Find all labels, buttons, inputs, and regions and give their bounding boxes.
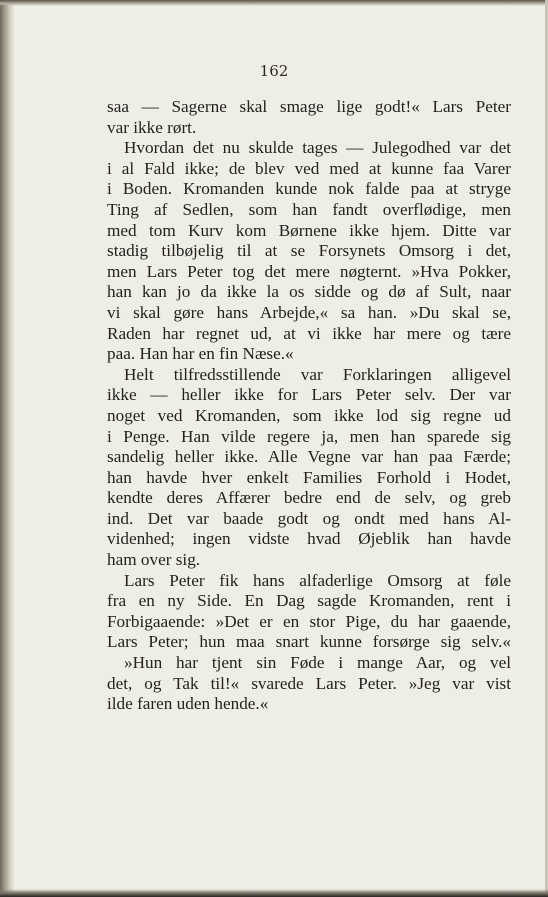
text-line: fra en ny Side. En Dag sagde Kromanden, rent i bbox=[107, 591, 511, 611]
text-line: det, og Tak til!« svarede Lars Peter. »Jeg var vist bbox=[107, 673, 511, 693]
text-line: var ikke rørt. bbox=[107, 117, 197, 137]
text-line: ilde faren uden hende.« bbox=[107, 694, 269, 714]
text-line: ikke — heller ikke for Lars Peter selv. Der var bbox=[107, 385, 511, 405]
book-spine-shadow bbox=[0, 0, 14, 897]
text-line: Raden har regnet ud, at vi ikke har mere og tære bbox=[107, 323, 511, 343]
text-line: stadig tilbøjelig til at se Forsynets Omsorg i det, bbox=[107, 241, 511, 261]
text-line: Ting af Sedlen, som han fandt overflødige, men bbox=[107, 199, 511, 219]
text-line: han havde hver enkelt Families Forhold i Hodet, bbox=[107, 467, 511, 487]
page-number: 162 bbox=[259, 62, 289, 80]
text-line: videnhed; ingen vidste hvad Øjeblik han havde bbox=[107, 529, 511, 549]
text-line: saa — Sagerne skal smage lige godt!« Lars Peter bbox=[107, 97, 511, 116]
text-line: Lars Peter; hun maa snart kunne forsørge sig selv.« bbox=[107, 632, 511, 652]
text-line: kendte deres Affærer bedre end de selv, og greb bbox=[107, 488, 511, 508]
text-line: i Penge. Han vilde regere ja, men han sparede sig bbox=[107, 426, 511, 446]
text-line: paa. Han har en fin Næse.« bbox=[107, 344, 294, 364]
text-line: vi skal gøre hans Arbejde,« sa han. »Du skal se, bbox=[107, 302, 511, 322]
page-top-edge bbox=[0, 0, 548, 6]
page-bottom-edge bbox=[0, 889, 548, 897]
text-line: han kan jo da ikke la os sidde og dø af Sult, naar bbox=[107, 282, 511, 302]
text-line: ham over sig. bbox=[107, 550, 201, 570]
text-line: i Boden. Kromanden kunde nok falde paa at stryge bbox=[107, 179, 511, 199]
text-line: Lars Peter fik hans alfaderlige Omsorg at føle bbox=[124, 570, 511, 590]
text-line: Forbigaaende: »Det er en stor Pige, du har gaaende, bbox=[107, 611, 511, 631]
text-line: Hvordan det nu skulde tages — Julegodhed var det bbox=[124, 138, 511, 158]
body-text bbox=[107, 97, 511, 715]
text-line: noget ved Kromanden, som ikke lod sig regne ud bbox=[107, 405, 511, 425]
text-line: med tom Kurv kom Børnene ikke hjem. Ditte var bbox=[107, 220, 511, 240]
text-line: sandelig heller ikke. Alle Vegne var han paa Færde; bbox=[107, 447, 511, 467]
text-line: »Hun har tjent sin Føde i mange Aar, og vel bbox=[124, 653, 511, 673]
text-line: ind. Det var baade godt og ondt med hans Al- bbox=[107, 508, 511, 528]
text-line: Helt tilfredsstillende var Forklaringen alligevel bbox=[124, 364, 511, 384]
text-line: men Lars Peter tog det mere nøgternt. »Hva Pokker, bbox=[107, 261, 511, 281]
text-line: i al Fald ikke; de blev ved med at kunne faa Varer bbox=[107, 158, 511, 178]
